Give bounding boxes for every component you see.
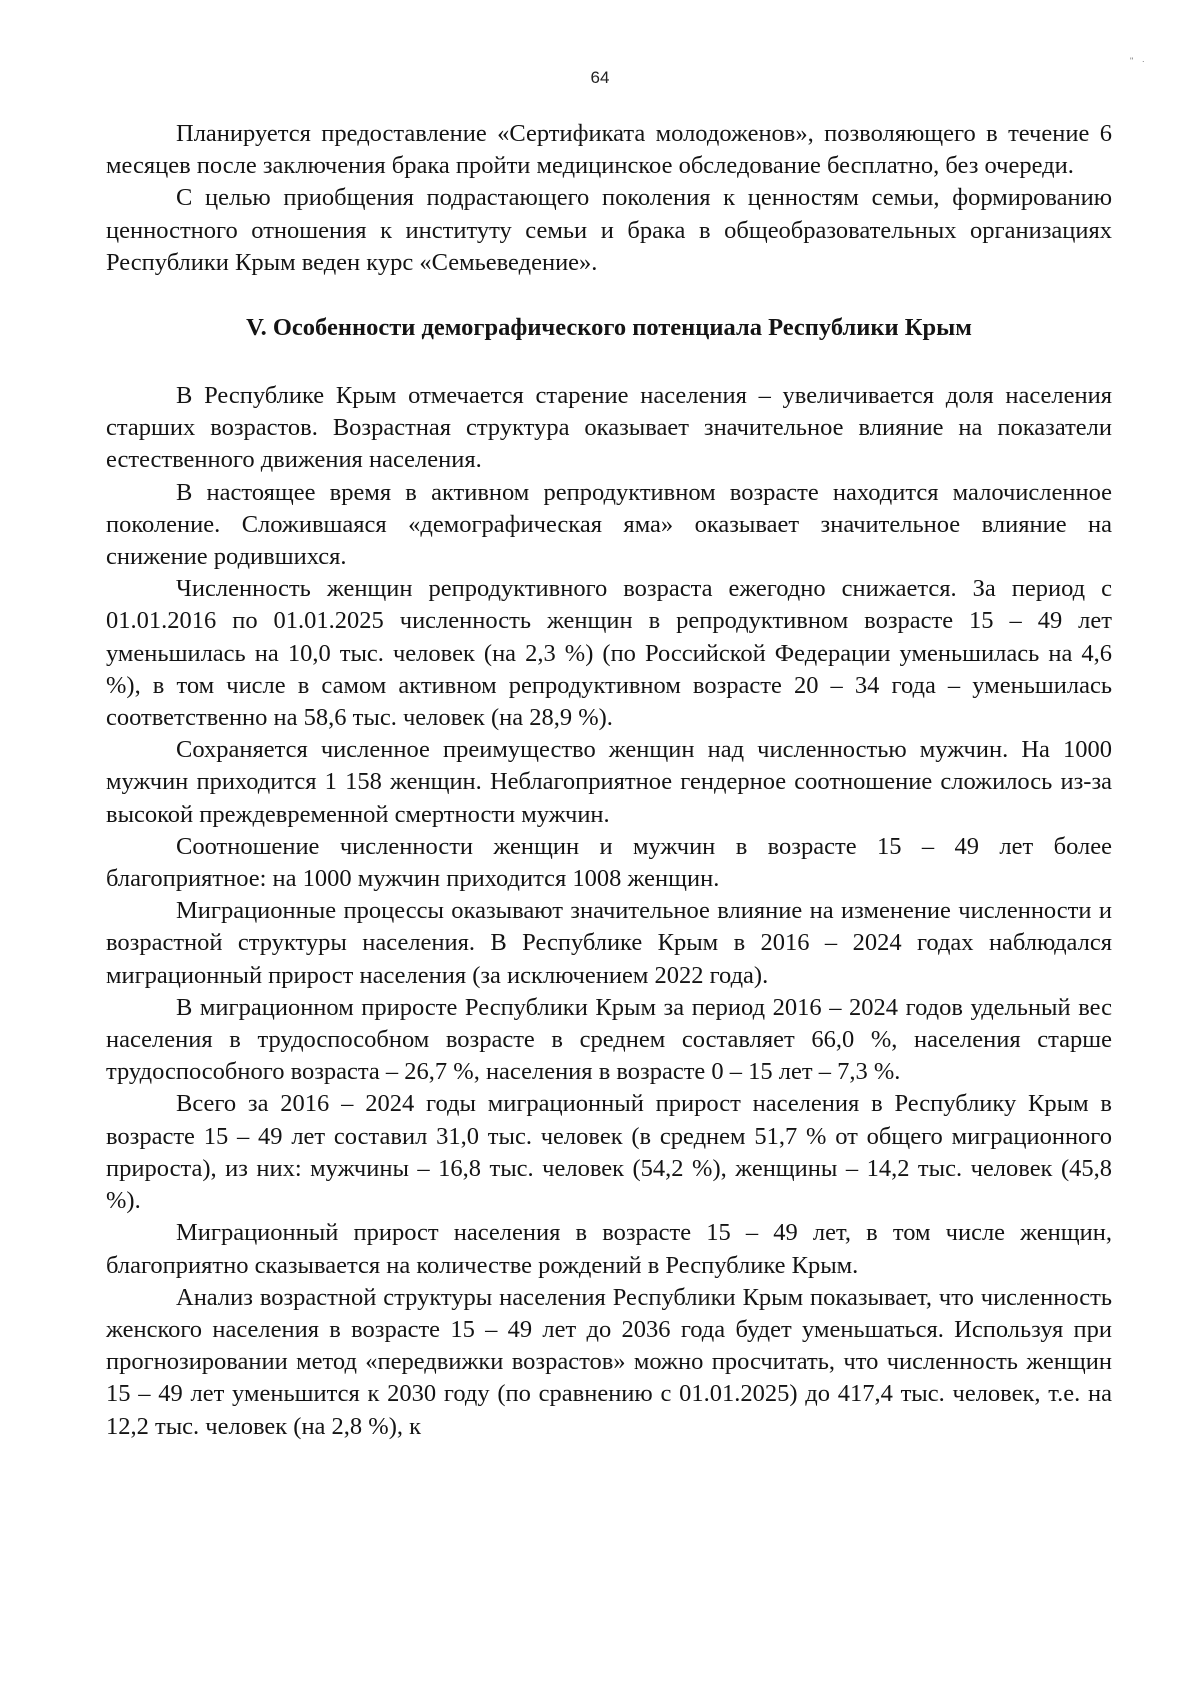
document-body [106,118,1112,1443]
paragraph-women-reproductive-age: Численность женщин репродуктивного возраста ежегодно снижается. За период с 01.01.2016 по 01.01.2025 численность женщин в репродуктивном возрасте 15 – 49 лет уменьшилась на 10,0 тыс. человек (на 2,3 %) (по Российской Федерации уменьшилась на 4,6 %), в том числе в самом активном репродуктивном возрасте 20 – 34 года – уменьшилась соответственно на 58,6 тыс. человек (на 28,9 %). [106,575,1112,732]
corner-scan-mark: " · [1130,56,1148,66]
paragraph-age-structure-analysis: Анализ возрастной структуры населения Республики Крым показывает, что численность женского населения в возрасте 15 – 49 лет до 2036 года будет уменьшаться. Используя при прогнозировании метод «передвижки возрастов» можно просчитать, что численность женщин 15 – 49 лет уменьшится к 2030 году (по сравнению с 01.01.2025) до 417,4 тыс. человек, т.е. на 12,2 тыс. человек (на 2,8 %), к [106,1283,1112,1440]
paragraph-migration-births: Миграционный прирост населения в возрасте 15 – 49 лет, в том числе женщин, благоприятно сказывается на количестве рождений в Республике Крым. [106,1219,1112,1279]
paragraph-demographic-pit: В настоящее время в активном репродуктивном возрасте находится малочисленное поколение. Сложившаяся «демографическая яма» оказывает значительное влияние на снижение родившихся. [106,478,1112,571]
page-number: 64 [590,68,610,87]
paragraph-migration-structure: В миграционном приросте Республики Крым за период 2016 – 2024 годов удельный вес населения в трудоспособном возрасте в среднем составляет 66,0 %, населения старше трудоспособного возраста – 26,7 %, населения в возрасте 0 – 15 лет – 7,3 %. [106,993,1112,1086]
section-heading: V. Особенности демографического потенциала Республики Крым [246,314,972,342]
paragraph-family-course: С целью приобщения подрастающего поколения к ценностям семьи, формированию ценностного отношения к институту семьи и брака в общеобразовательных организациях Республики Крым веден курс «Семьеведение». [106,184,1112,276]
paragraph-gender-ratio: Сохраняется численное преимущество женщин над численностью мужчин. На 1000 мужчин приходится 1 158 женщин. Неблагоприятное гендерное соотношение сложилось из-за высокой преждевременной смертности мужчин. [106,736,1112,828]
paragraph-migration-total: Всего за 2016 – 2024 годы миграционный прирост населения в Республику Крым в возрасте 15 – 49 лет составил 31,0 тыс. человек (в среднем 51,7 % от общего миграционного прироста), из них: мужчины – 16,8 тыс. человек (54,2 %), женщины – 14,2 тыс. человек (45,8 %). [106,1090,1112,1215]
paragraph-ratio-15-49: Соотношение численности женщин и мужчин в возрасте 15 – 49 лет более благоприятное: на 1000 мужчин приходится 1008 женщин. [106,832,1112,893]
paragraph-aging: В Республике Крым отмечается старение населения – увеличивается доля населения старших возрастов. Возрастная структура оказывает значительное влияние на показатели естественного движения населения. [106,382,1112,474]
paragraph-certificate: Планируется предоставление «Сертификата молодоженов», позволяющего в течение 6 месяцев после заключения брака пройти медицинское обследование бесплатно, без очереди. [106,120,1112,180]
paragraph-migration-processes: Миграционные процессы оказывают значительное влияние на изменение численности и возрастной структуры населения. В Республике Крым в 2016 – 2024 годах наблюдался миграционный прирост населения (за исключением 2022 года). [106,897,1112,989]
